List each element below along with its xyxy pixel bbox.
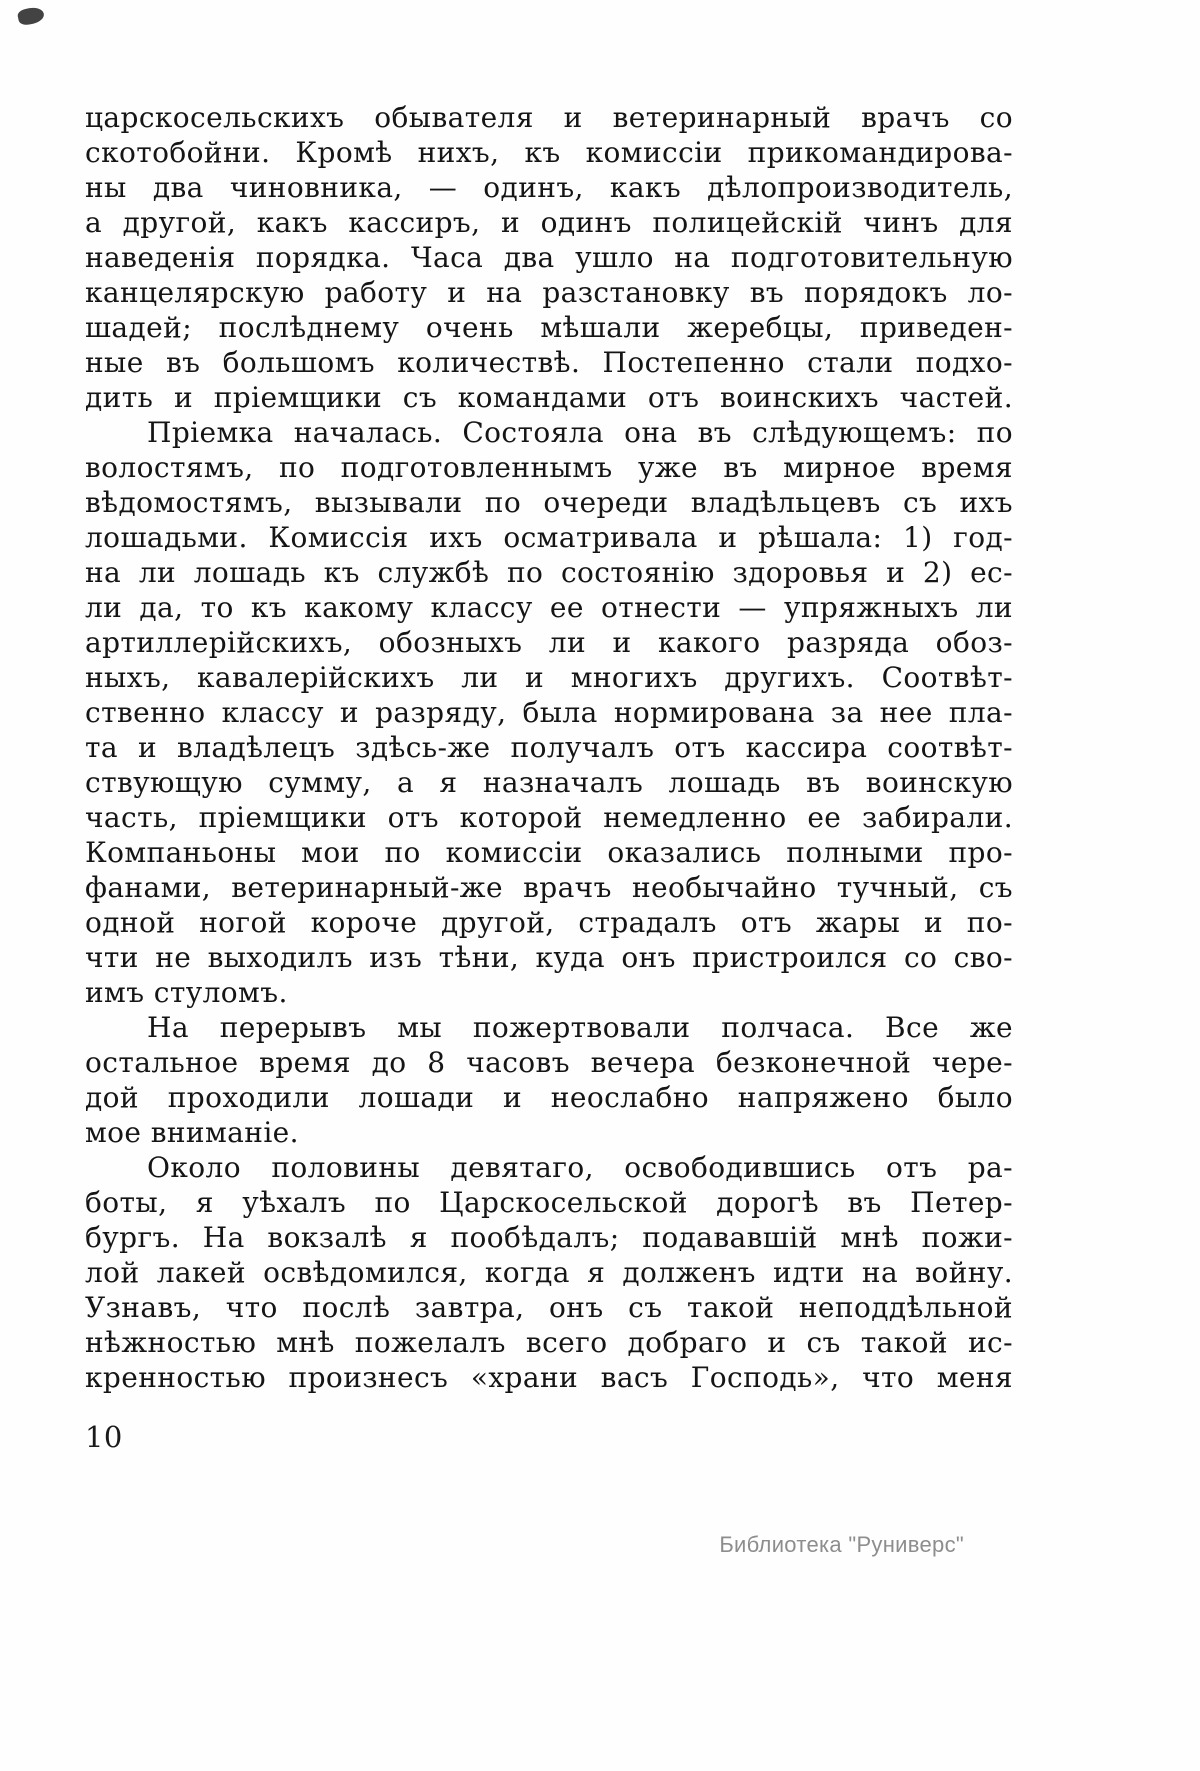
text-line: ныхъ, кавалерійскихъ ли и многихъ другихъ. Соотвѣт- (85, 661, 1013, 694)
text-line: чти не выходилъ изъ тѣни, куда онъ пристроился со сво- (85, 941, 1013, 974)
text-line: шадей; послѣднему очень мѣшали жеребцы, приведен- (85, 311, 1013, 344)
text-line: дить и пріемщики съ командами отъ воинскихъ частей. (85, 381, 1013, 414)
text-line: дой проходили лошади и неослабно напряжено было (85, 1081, 1013, 1114)
text-line: на ли лошадь къ службѣ по состоянію здоровья и 2) ес- (85, 556, 1013, 589)
text-line: одной ногой короче другой, страдалъ отъ жары и по- (85, 906, 1013, 939)
text-line: лошадьми. Комиссія ихъ осматривала и рѣшала: 1) год- (85, 521, 1013, 554)
text-line: ственно классу и разряду, была нормирована за нее пла- (85, 696, 1013, 729)
text-line: волостямъ, по подготовленнымъ уже въ мирное время (85, 451, 1013, 484)
text-line: скотобойни. Кромѣ нихъ, къ комиссіи прикомандирова- (85, 136, 1013, 169)
text-line: имъ стуломъ. (85, 976, 288, 1009)
text-line: та и владѣлецъ здѣсь-же получалъ отъ кассира соотвѣт- (85, 731, 1013, 764)
text-line: наведенія порядка. Часа два ушло на подготовительную (85, 241, 1013, 274)
text-line: ны два чиновника, — одинъ, какъ дѣлопроизводитель, (85, 171, 1013, 204)
paragraph (85, 1010, 1013, 1150)
paragraph (85, 1150, 1013, 1395)
text-line: Узнавъ, что послѣ завтра, онъ съ такой неподдѣльной (85, 1291, 1013, 1324)
paragraph (85, 415, 1013, 1010)
text-line: артиллерійскихъ, обозныхъ ли и какого разряда обоз- (85, 626, 1013, 659)
text-line: часть, пріемщики отъ которой немедленно ее забирали. (85, 801, 1013, 834)
body-text-block (85, 100, 1013, 1395)
text-line: Пріемка началась. Состояла она въ слѣдующемъ: по (147, 416, 1013, 449)
text-line: ствующую сумму, а я назначалъ лошадь въ воинскую (85, 766, 1013, 799)
text-line: боты, я уѣхалъ по Царскосельской дорогѣ въ Петер- (85, 1186, 1013, 1219)
text-line: вѣдомостямъ, вызывали по очереди владѣльцевъ съ ихъ (85, 486, 1013, 519)
text-line: нѣжностью мнѣ пожелалъ всего добраго и съ такой ис- (85, 1326, 1013, 1359)
library-watermark: Библиотека "Руниверс" (719, 1532, 964, 1557)
text-line: На перерывъ мы пожертвовали полчаса. Все же (147, 1011, 1013, 1044)
text-line: мое вниманіе. (85, 1116, 299, 1149)
text-line: канцелярскую работу и на разстановку въ порядокъ ло- (85, 276, 1013, 309)
text-line: Компаньоны мои по комиссіи оказались полными про- (85, 836, 1013, 869)
text-line: Около половины девятаго, освободившись отъ ра- (147, 1151, 1013, 1184)
scan-artifact-speck (17, 5, 46, 26)
text-line: царскосельскихъ обывателя и ветеринарный врачъ со (85, 101, 1013, 134)
paragraph (85, 100, 1013, 415)
text-line: остальное время до 8 часовъ вечера безконечной чере- (85, 1046, 1013, 1079)
text-line: ные въ большомъ количествѣ. Постепенно стали подхо- (85, 346, 1013, 379)
text-line: ли да, то къ какому классу ее отнести — упряжныхъ ли (85, 591, 1013, 624)
text-line: бургъ. На вокзалѣ я пообѣдалъ; подававшій мнѣ пожи- (85, 1221, 1013, 1254)
text-line: кренностью произнесъ «храни васъ Господь», что меня (85, 1361, 1013, 1394)
text-line: лой лакей освѣдомился, когда я долженъ идти на войну. (85, 1256, 1013, 1289)
page-number: 10 (85, 1420, 123, 1454)
text-line: а другой, какъ кассиръ, и одинъ полицейскій чинъ для (85, 206, 1013, 239)
text-line: фанами, ветеринарный-же врачъ необычайно тучный, съ (85, 871, 1013, 904)
